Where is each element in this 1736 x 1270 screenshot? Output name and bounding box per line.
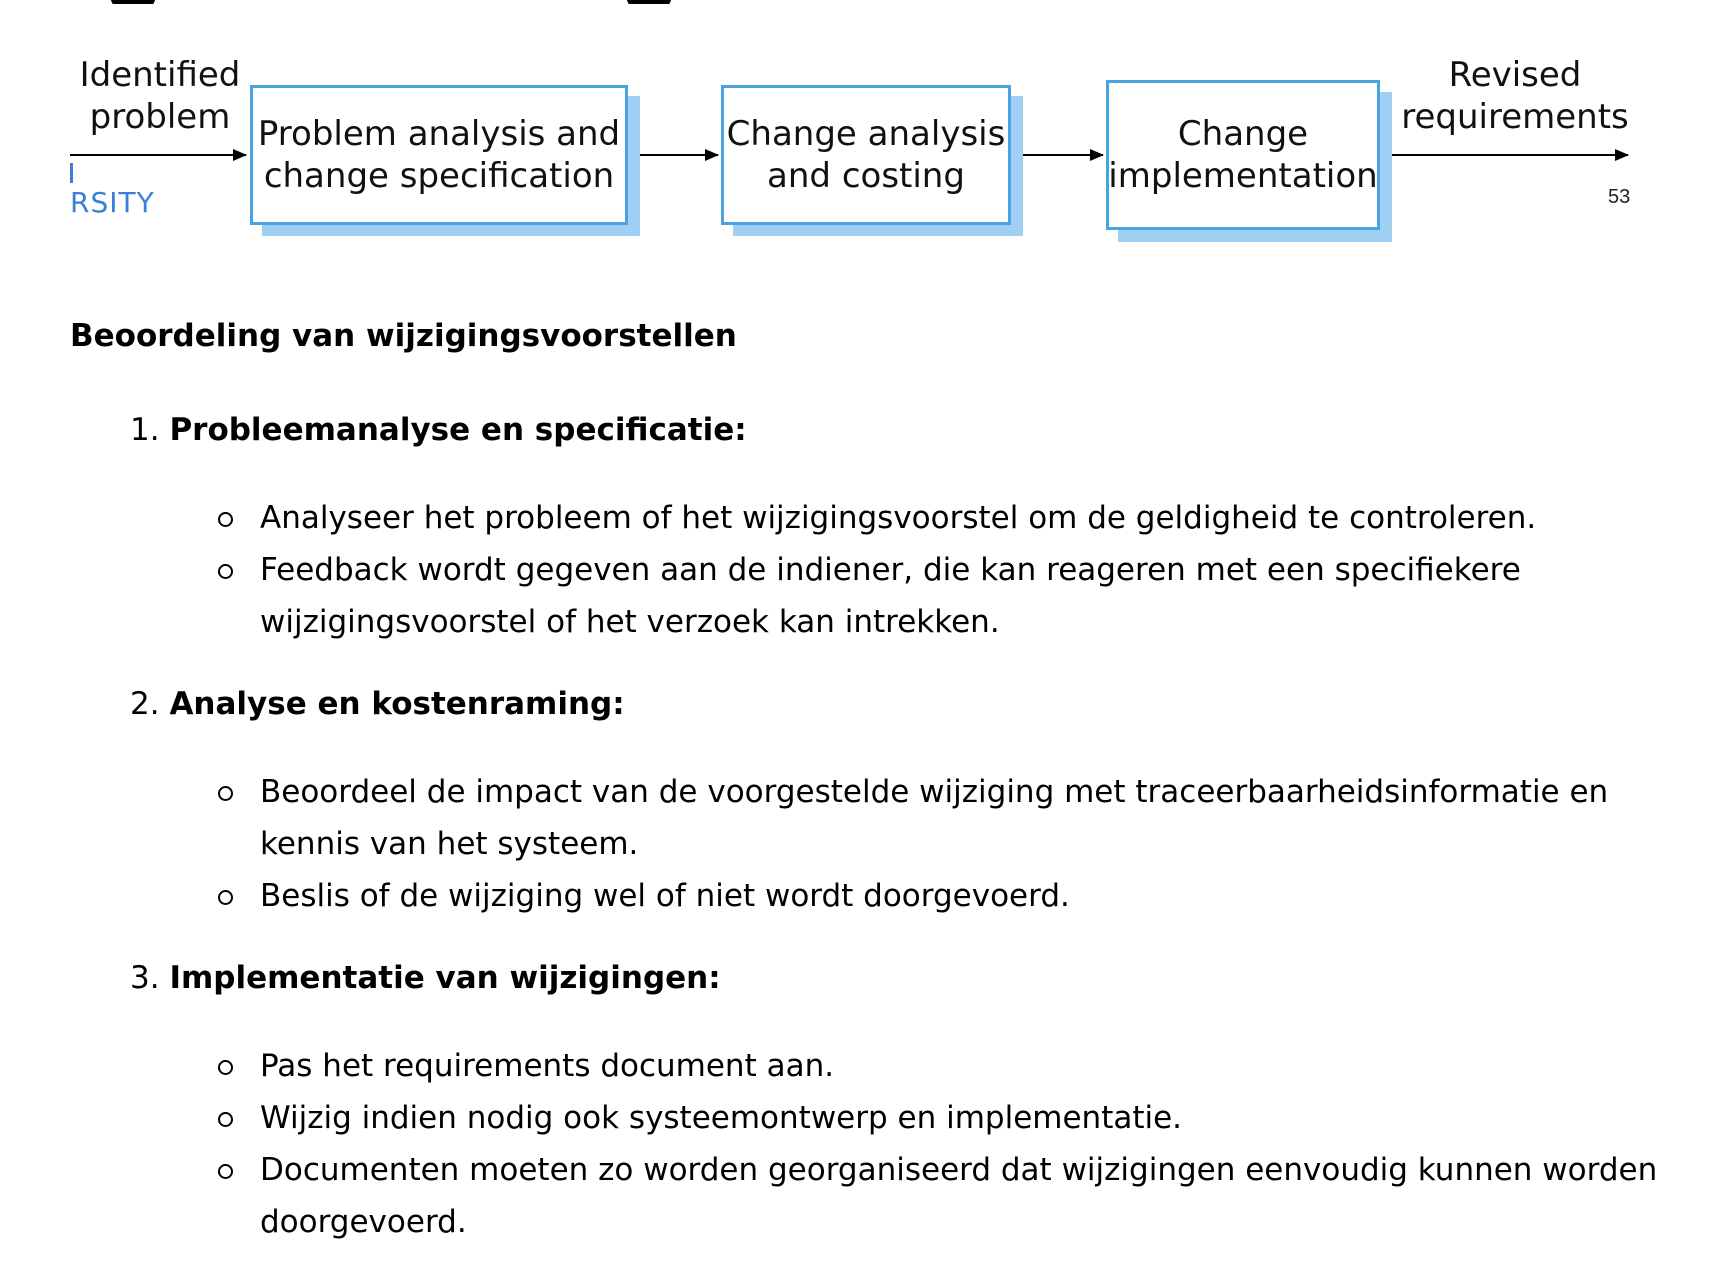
section-3-bullets xyxy=(218,1040,1698,1248)
university-text-fragment: RSITY xyxy=(70,186,155,219)
bullet-item: Wijzig indien nodig ook systeemontwerp en implementatie. xyxy=(218,1092,1698,1144)
process-box-analysis: Problem analysis and change specification xyxy=(250,85,628,225)
bullet-item: Analyseer het probleem of het wijzigingsvoorstel om de geldigheid te controleren. xyxy=(218,492,1698,544)
process-box-implementation: Change implementation xyxy=(1106,80,1380,230)
university-logo-fragment xyxy=(70,163,73,183)
section-2-bullets xyxy=(218,766,1698,922)
section-2-title: 2. Analyse en kostenraming: xyxy=(130,686,625,722)
change-management-diagram xyxy=(0,0,1736,260)
input-label: Identified problem xyxy=(79,55,241,137)
section-heading: Beoordeling van wijzigingsvoorstellen xyxy=(70,318,737,354)
bullet-item: Pas het requirements document aan. xyxy=(218,1040,1698,1092)
section-3-title: 3. Implementatie van wijzigingen: xyxy=(130,960,721,996)
bullet-item: Feedback wordt gegeven aan de indiener, die kan reageren met een specifiekere wijzigingsvoorstel of het verzoek kan intrekken. xyxy=(218,544,1698,648)
section-1-bullets xyxy=(218,492,1698,648)
bullet-item: Documenten moeten zo worden georganiseerd dat wijzigingen eenvoudig kunnen worden doorgevoerd. xyxy=(218,1144,1698,1248)
bullet-item: Beoordeel de impact van de voorgestelde wijziging met traceerbaarheidsinformatie en kennis van het systeem. xyxy=(218,766,1698,870)
section-1-title: 1. Probleemanalyse en specificatie: xyxy=(130,412,747,448)
output-label: Revised requirements xyxy=(1401,55,1629,137)
slide-number: 53 xyxy=(1608,186,1631,208)
bullet-item: Beslis of de wijziging wel of niet wordt doorgevoerd. xyxy=(218,870,1698,922)
process-box-costing: Change analysis and costing xyxy=(721,85,1011,225)
